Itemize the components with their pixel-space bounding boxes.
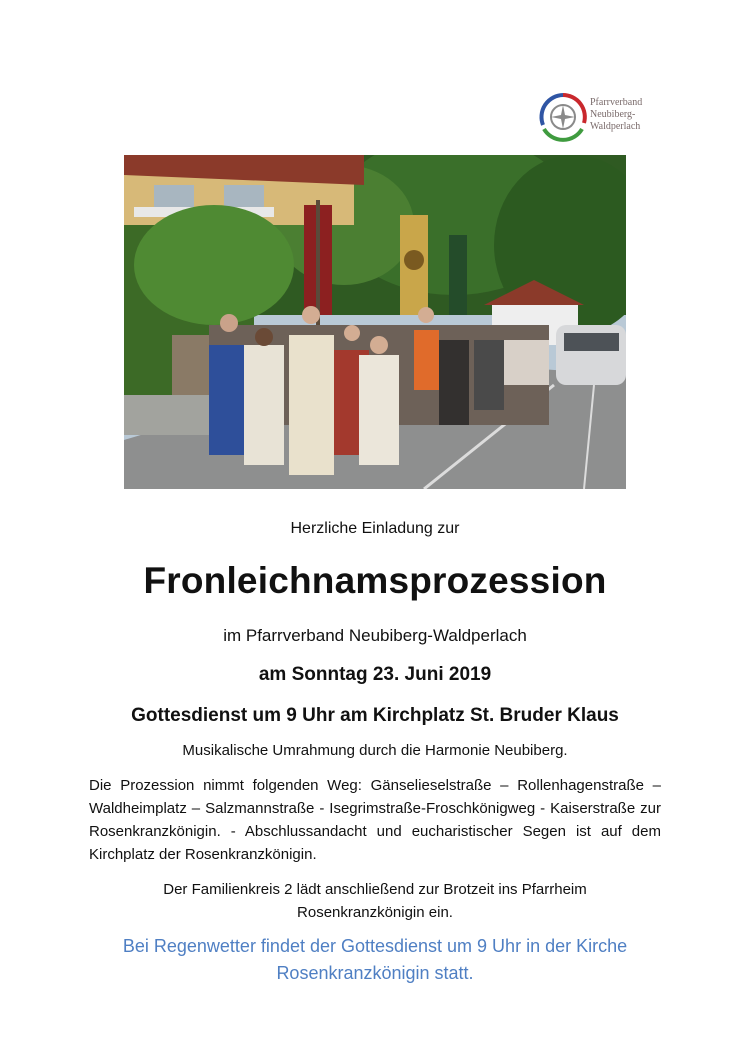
family-line-1: Der Familienkreis 2 lädt anschließend zur Brotzeit ins Pfarrheim (163, 881, 587, 898)
rain-line-2: Rosenkranzkönigin statt. (276, 963, 474, 983)
logo-text (590, 97, 670, 133)
parish-logo (538, 91, 668, 145)
service-info: Gottesdienst um 9 Uhr am Kirchplatz St. Bruder Klaus (131, 705, 619, 726)
rain-notice (0, 933, 750, 987)
parish-subtitle: im Pfarrverband Neubiberg-Waldperlach (223, 626, 527, 645)
event-date: am Sonntag 23. Juni 2019 (258, 664, 492, 685)
parish-emblem-icon (538, 91, 588, 145)
logo-line-3: Waldperlach (590, 121, 641, 132)
family-paragraph (0, 878, 750, 924)
family-line-2: Rosenkranzkönigin ein. (297, 904, 453, 921)
logo-line-1: Pfarrverband (590, 97, 643, 108)
procession-photo (124, 155, 626, 489)
logo-line-2: Neubiberg- (590, 109, 636, 120)
page-title: Fronleichnamsprozession (143, 560, 607, 601)
rain-line-1: Bei Regenwetter findet der Gottesdienst um 9 Uhr in der Kirche (122, 936, 628, 956)
invite-line: Herzliche Einladung zur (290, 520, 460, 537)
music-info: Musikalische Umrahmung durch die Harmonie Neubiberg. (182, 742, 568, 759)
route-paragraph: Die Prozession nimmt folgenden Weg: Gänselieselstraße – Rollenhagenstraße – Waldheimplatz – Salzmannstraße - Isegrimstraße-Froschkönigweg - Kaiserstraße zur Rosenkranzkönigin. - Abschlussandacht und eucharistischer Segen ist auf dem Kirchplatz der Rosenkranzkönigin. (89, 777, 661, 863)
